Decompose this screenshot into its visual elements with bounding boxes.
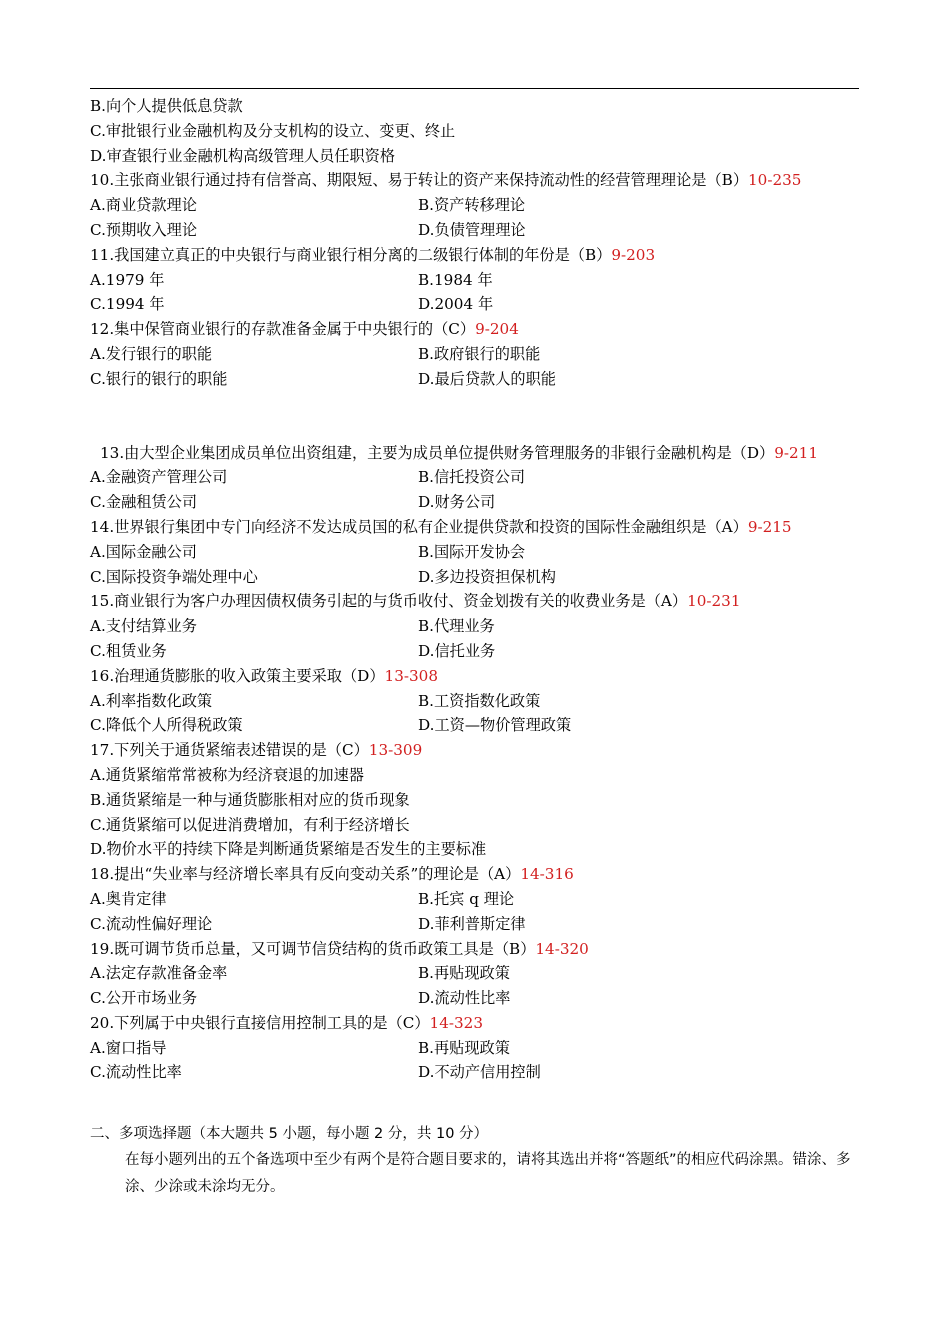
q15-ref: 10-231 — [687, 592, 741, 611]
q14-ref: 9-215 — [747, 517, 792, 536]
q19-stem: 19.既可调节货币总量，又可调节信贷结构的货币政策工具是（B）14-320 — [90, 939, 589, 958]
q11-option-b: B.1984 年 — [418, 270, 493, 289]
q15-option-a: A.支付结算业务 — [90, 617, 197, 636]
q11-option-d: D.2004 年 — [418, 295, 494, 314]
q13-options-cd — [90, 490, 870, 515]
q19-options-ab — [90, 961, 870, 986]
page-gap — [90, 392, 870, 441]
q17-option-d: D.物价水平的持续下降是判断通货紧缩是否发生的主要标准 — [90, 840, 487, 859]
q10-option-d: D.负债管理理论 — [418, 220, 526, 239]
q18-ref: 14-316 — [520, 865, 574, 884]
q12-option-c: C.银行的银行的职能 — [90, 369, 228, 388]
q13-options-ab — [90, 465, 870, 490]
emphasis-char: 误 — [281, 741, 297, 760]
q13-option-b: B.信托投资公司 — [418, 468, 526, 487]
q20-option-c: C.流动性比率 — [90, 1063, 182, 1082]
q13-ref: 9-211 — [774, 443, 819, 462]
q16-options-ab — [90, 689, 870, 714]
q18-options-ab — [90, 887, 870, 912]
q18-option-b: B.托宾 q 理论 — [418, 889, 515, 908]
emphasis-char: 错 — [266, 741, 282, 760]
q12-options-ab — [90, 342, 870, 367]
q16-option-b: B.工资指数化政策 — [418, 691, 541, 710]
q9-option-c: C.审批银行业金融机构及分支机构的设立、变更、终止 — [90, 121, 456, 140]
q13-option-d: D.财务公司 — [418, 493, 496, 512]
q12-option-a: A.发行银行的职能 — [90, 344, 213, 363]
q10-option-a: A.商业贷款理论 — [90, 196, 197, 215]
q13-option-a: A.金融资产管理公司 — [90, 468, 228, 487]
q12-stem: 12.集中保管商业银行的存款准备金属于中央银行的（C）9-204 — [90, 320, 519, 339]
q10-stem: 10.主张商业银行通过持有信誉高、期限短、易于转让的资产来保持流动性的经营管理理论是（B）10-235 — [90, 171, 802, 190]
q16-ref: 13-308 — [384, 666, 438, 685]
section-2-title: 二、多项选择题（本大题共 5 小题，每小题 2 分，共 10 分） — [90, 1126, 489, 1143]
q11-ref: 9-203 — [611, 245, 656, 264]
q15-option-d: D.信托业务 — [418, 641, 496, 660]
q16-option-c: C.降低个人所得税政策 — [90, 716, 243, 735]
q14-option-d: D.多边投资担保机构 — [418, 567, 556, 586]
q15-option-b: B.代理业务 — [418, 617, 495, 636]
q17-ref: 13-309 — [368, 741, 423, 760]
q12-options-cd — [90, 367, 870, 392]
q17-option-b: B.通货紧缩是一种与通货膨胀相对应的货币现象 — [90, 790, 410, 809]
q15-options-cd — [90, 639, 870, 664]
section-2-instructions: 在每小题列出的五个备选项中至少有两个是符合题目要求的，请将其选出并将“答题纸”的相应代码涂黑。错涂、多涂、少涂或未涂均无分。 — [125, 1152, 851, 1196]
q10-option-b: B.资产转移理论 — [418, 196, 526, 215]
q20-options-cd — [90, 1060, 870, 1085]
q11-option-c: C.1994 年 — [90, 295, 165, 314]
q14-option-a: A.国际金融公司 — [90, 542, 197, 561]
q12-option-d: D.最后贷款人的职能 — [418, 369, 556, 388]
q17-option-a: A.通货紧缩常常被称为经济衰退的加速器 — [90, 765, 364, 784]
q20-option-b: B.再贴现政策 — [418, 1038, 510, 1057]
q12-ref: 9-204 — [475, 320, 519, 339]
q19-options-cd — [90, 986, 870, 1011]
q10-option-c: C.预期收入理论 — [90, 220, 198, 239]
header-rule — [90, 88, 859, 89]
q16-option-a: A.利率指数化政策 — [90, 691, 213, 710]
q10-options-cd — [90, 218, 870, 243]
q18-stem: 18.提出“失业率与经济增长率具有反向变动关系”的理论是（A）14-316 — [90, 865, 574, 884]
q13-option-c: C.金融租赁公司 — [90, 493, 198, 512]
q16-stem: 16.治理通货膨胀的收入政策主要采取（D）13-308 — [90, 666, 438, 685]
q16-option-d: D.工资—物价管理政策 — [418, 716, 572, 735]
q11-options-ab — [90, 268, 870, 293]
q19-option-a: A.法定存款准备金率 — [90, 964, 228, 983]
q17-stem: 17.下列关于通货紧缩表述错误的是（C）13-309 — [90, 741, 423, 760]
q14-options-cd — [90, 565, 870, 590]
q14-stem: 14.世界银行集团中专门向经济不发达成员国的私有企业提供贷款和投资的国际性金融组织是（A）9-215 — [90, 517, 792, 536]
q18-option-a: A.奥肯定律 — [90, 889, 167, 908]
q15-option-c: C.租赁业务 — [90, 641, 167, 660]
q11-stem: 11.我国建立真正的中央银行与商业银行相分离的二级银行体制的年份是（B）9-203 — [90, 245, 656, 264]
q14-option-c: C.国际投资争端处理中心 — [90, 567, 258, 586]
q20-options-ab — [90, 1036, 870, 1061]
q17-option-c: C.通货紧缩可以促进消费增加，有利于经济增长 — [90, 815, 410, 834]
q19-ref: 14-320 — [535, 939, 589, 958]
q12-option-b: B.政府银行的职能 — [418, 344, 541, 363]
q10-ref: 10-235 — [748, 171, 802, 190]
q10-options-ab — [90, 193, 870, 218]
q19-option-d: D.流动性比率 — [418, 989, 511, 1008]
q20-option-d: D.不动产信用控制 — [418, 1063, 541, 1082]
q15-options-ab — [90, 614, 870, 639]
exam-page — [90, 94, 870, 1201]
q11-options-cd — [90, 292, 870, 317]
q16-options-cd — [90, 713, 870, 738]
q14-option-b: B.国际开发协会 — [418, 542, 526, 561]
section-2 — [90, 1121, 870, 1201]
q20-ref: 14-323 — [429, 1013, 483, 1032]
q11-option-a: A.1979 年 — [90, 270, 165, 289]
q19-option-c: C.公开市场业务 — [90, 989, 198, 1008]
q13-stem: 13.由大型企业集团成员单位出资组建，主要为成员单位提供财务管理服务的非银行金融机构是（D）9-211 — [100, 443, 819, 462]
q9-option-d: D.审查银行业金融机构高级管理人员任职资格 — [90, 146, 396, 165]
q18-option-c: C.流动性偏好理论 — [90, 914, 213, 933]
q20-stem: 20.下列属于中央银行直接信用控制工具的是（C）14-323 — [90, 1013, 483, 1032]
section-gap — [90, 1085, 870, 1121]
q14-options-ab — [90, 540, 870, 565]
q19-option-b: B.再贴现政策 — [418, 964, 510, 983]
q9-option-b: B.向个人提供低息贷款 — [90, 97, 243, 115]
q20-option-a: A.窗口指导 — [90, 1038, 167, 1057]
q18-options-cd — [90, 912, 870, 937]
q15-stem: 15.商业银行为客户办理因债权债务引起的与货币收付、资金划拨有关的收费业务是（A）10-231 — [90, 592, 741, 611]
q18-option-d: D.菲利普斯定律 — [418, 914, 526, 933]
